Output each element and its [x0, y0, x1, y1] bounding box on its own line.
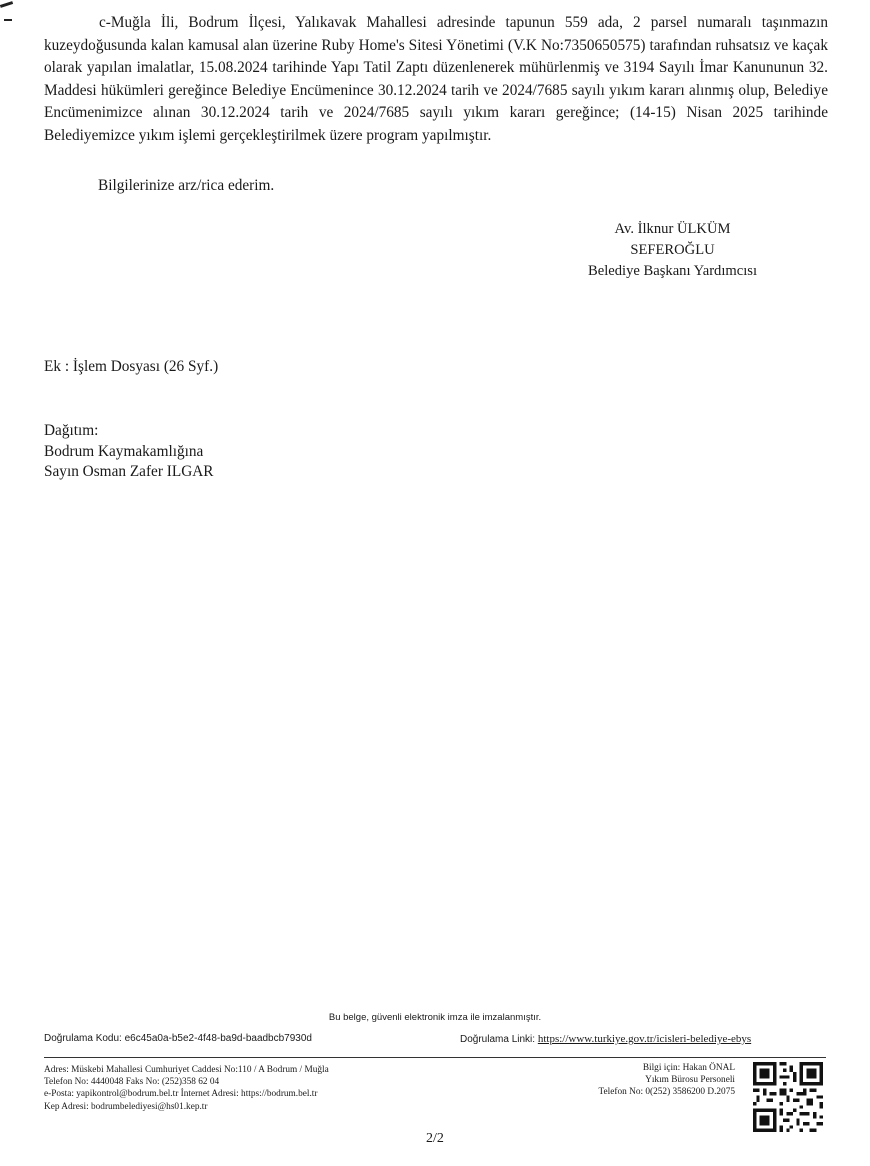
- page-number: 2/2: [426, 1131, 444, 1146]
- address-line: Adres: Müskebi Mahallesi Cumhuriyet Caddesi No:110 / A Bodrum / Muğla: [44, 1065, 329, 1075]
- scan-mark-top: [0, 1, 13, 8]
- letter-body-paragraph: c-Muğla İli, Bodrum İlçesi, Yalıkavak Mahallesi adresinde tapunun 559 ada, 2 parsel numaralı taşınmazın kuzeydoğusunda kalan kamusal alan üzerine Ruby Home's Sitesi Yönetimi (V.K No:7350650575) tarafından ruhsatsız ve kaçak olarak yapılan imalatlar, 15.08.2024 tarihinde Yapı Tatil Zaptı düzenlenerek mühürlenmiş ve 3194 Sayılı İmar Kanununun 32. Maddesi hükümleri gereğince Belediye Encümenince 30.12.2024 tarih ve 2024/7685 sayılı yıkım kararı alınmış olup, Belediye Encümenimizce alınan 30.12.2024 tarih ve 2024/7685 sayılı yıkım kararı gereğince; (14-15) Nisan 2025 tarihinde Belediyemizce yıkım işlemi gerçekleştirilmek üzere program yapılmıştır.: [44, 14, 828, 144]
- closing-line: Bilgilerinize arz/rica ederim.: [98, 177, 275, 194]
- distribution-recipient: Sayın Osman Zafer ILGAR: [44, 463, 214, 480]
- verification-link-row: [460, 1033, 751, 1045]
- phone-fax-line: Telefon No: 4440048 Faks No: (252)358 62 04: [44, 1077, 220, 1088]
- signatory-name-line2: SEFEROĞLU: [630, 242, 715, 258]
- footer-divider: [44, 1057, 826, 1058]
- distribution-list: [44, 421, 214, 483]
- signatory-title: Belediye Başkanı Yardımcısı: [588, 263, 758, 279]
- attachment-line: Ek : İşlem Dosyası (26 Syf.): [44, 358, 219, 375]
- esign-notice: Bu belge, güvenli elektronik imza ile imzalanmıştır.: [328, 1012, 542, 1023]
- signature-block: [588, 219, 757, 282]
- verification-code-label: Doğrulama Kodu:: [44, 1033, 122, 1044]
- verification-link-label: Doğrulama Linki:: [460, 1034, 536, 1045]
- contact-person-line: Bilgi için: Hakan ÖNAL: [642, 1063, 735, 1073]
- footer-contact-block: [599, 1062, 735, 1099]
- contact-phone-line: Telefon No: 0(252) 3586200 D.2075: [598, 1087, 735, 1098]
- signatory-name-line1: Av. İlknur ÜLKÜM: [614, 221, 731, 237]
- kep-address-line: Kep Adresi: bodrumbelediyesi@hs01.kep.tr: [44, 1101, 208, 1112]
- contact-role-line: Yıkım Bürosu Personeli: [645, 1075, 735, 1086]
- scan-mark-lower: [4, 19, 12, 21]
- distribution-heading: Dağıtım:: [44, 422, 99, 439]
- footer-address-block: [44, 1064, 329, 1113]
- qr-code-icon: [752, 1062, 824, 1132]
- email-web-line: e-Posta: yapikontrol@bodrum.bel.tr İnternet Adresi: https://bodrum.bel.tr: [44, 1089, 318, 1100]
- verification-code-value: e6c45a0a-b5e2-4f48-ba9d-baadbcb7930d: [124, 1033, 312, 1044]
- verification-code: [44, 1033, 312, 1044]
- distribution-recipient: Bodrum Kaymakamlığına: [44, 442, 204, 460]
- verification-link[interactable]: https://www.turkiye.gov.tr/icisleri-belediye-ebys: [537, 1033, 752, 1045]
